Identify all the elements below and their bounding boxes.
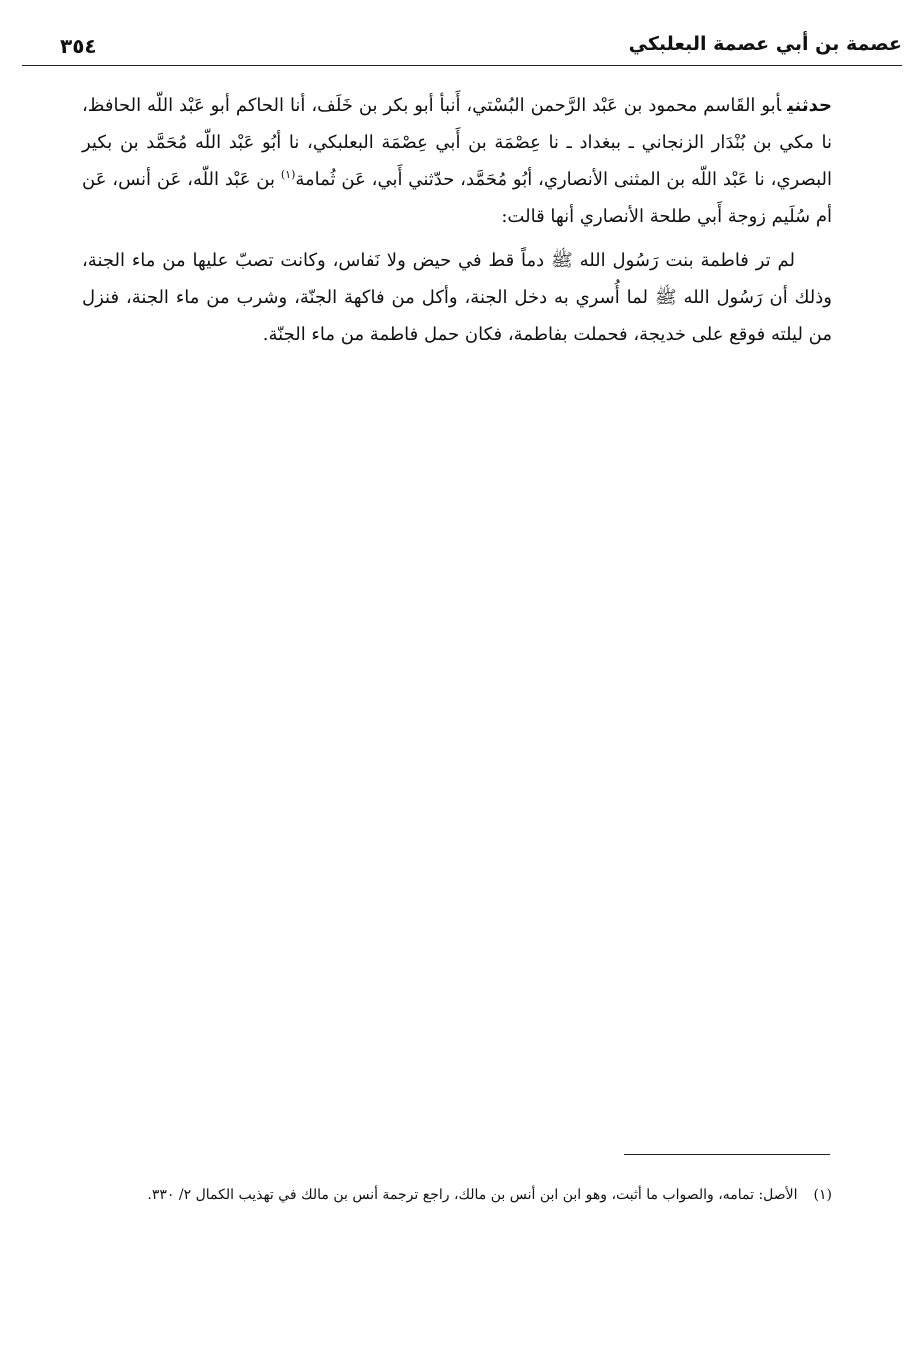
narration-paragraph (82, 87, 832, 235)
footnote-text: الأصل: تمامه، والصواب ما أثبت، وهو ابن ابن أنس بن مالك، راجع ترجمة أنس بن مالك في تهذيب الكمال ٢/ ٣٣٠. (147, 1187, 798, 1203)
main-text (82, 87, 832, 353)
hadith-text-paragraph: لم تر فاطمة بنت رَسُول الله ﷺ دماً قط في حيض ولا نَفاس، وكانت تصبّ عليها من ماء الجنة، وذلك أن رَسُول الله ﷺ لما أُسري به دخل الجنة، وأكل من فاكهة الجنّة، وشرب من ماء الجنة، فنزل من ليلته فوقع على خديجة، فحملت بفاطمة، فكان حمل فاطمة من ماء الجنّة. (82, 250, 832, 345)
footnotes (60, 1180, 832, 1211)
isnad-text-part-2: بن عَبْد اللّه، عَن أنس، عَن أم سُلَيم زوجة أَبي طلحة الأنصاري أنها قالت: (82, 169, 832, 227)
footnote-separator (624, 1154, 830, 1155)
footnote-marker: (١) (813, 1187, 832, 1203)
isnad-text-part-1: أبو القَاسم محمود بن عَبْد الرَّحمن البُسْتي، أَنبأ أبو بكر بن خَلَف، أنا الحاكم أبو عَبْد اللّه الحافظ، نا مكي بن بُنْدَار الزنجاني ـ ببغداد ـ نا عِصْمَة بن أَبي عِصْمَة البعلبكي، نا أبُو عَبْد اللّه مُحَمَّد بن بكير البصري، نا عَبْد اللّه بن المثنى الأنصاري، أبُو مُحَمَّد، حدّثني أَبي، عَن ثُمامة (82, 95, 832, 190)
page-number: ٣٥٤ (60, 34, 97, 58)
header-rule (22, 65, 902, 66)
lead-word: حدثني (787, 95, 832, 116)
running-title: عصمة بن أبي عصمة البعلبكي (628, 33, 902, 55)
page-header (22, 22, 902, 66)
footnote-reference[interactable]: (١) (280, 168, 296, 181)
footnote-item (60, 1180, 832, 1211)
